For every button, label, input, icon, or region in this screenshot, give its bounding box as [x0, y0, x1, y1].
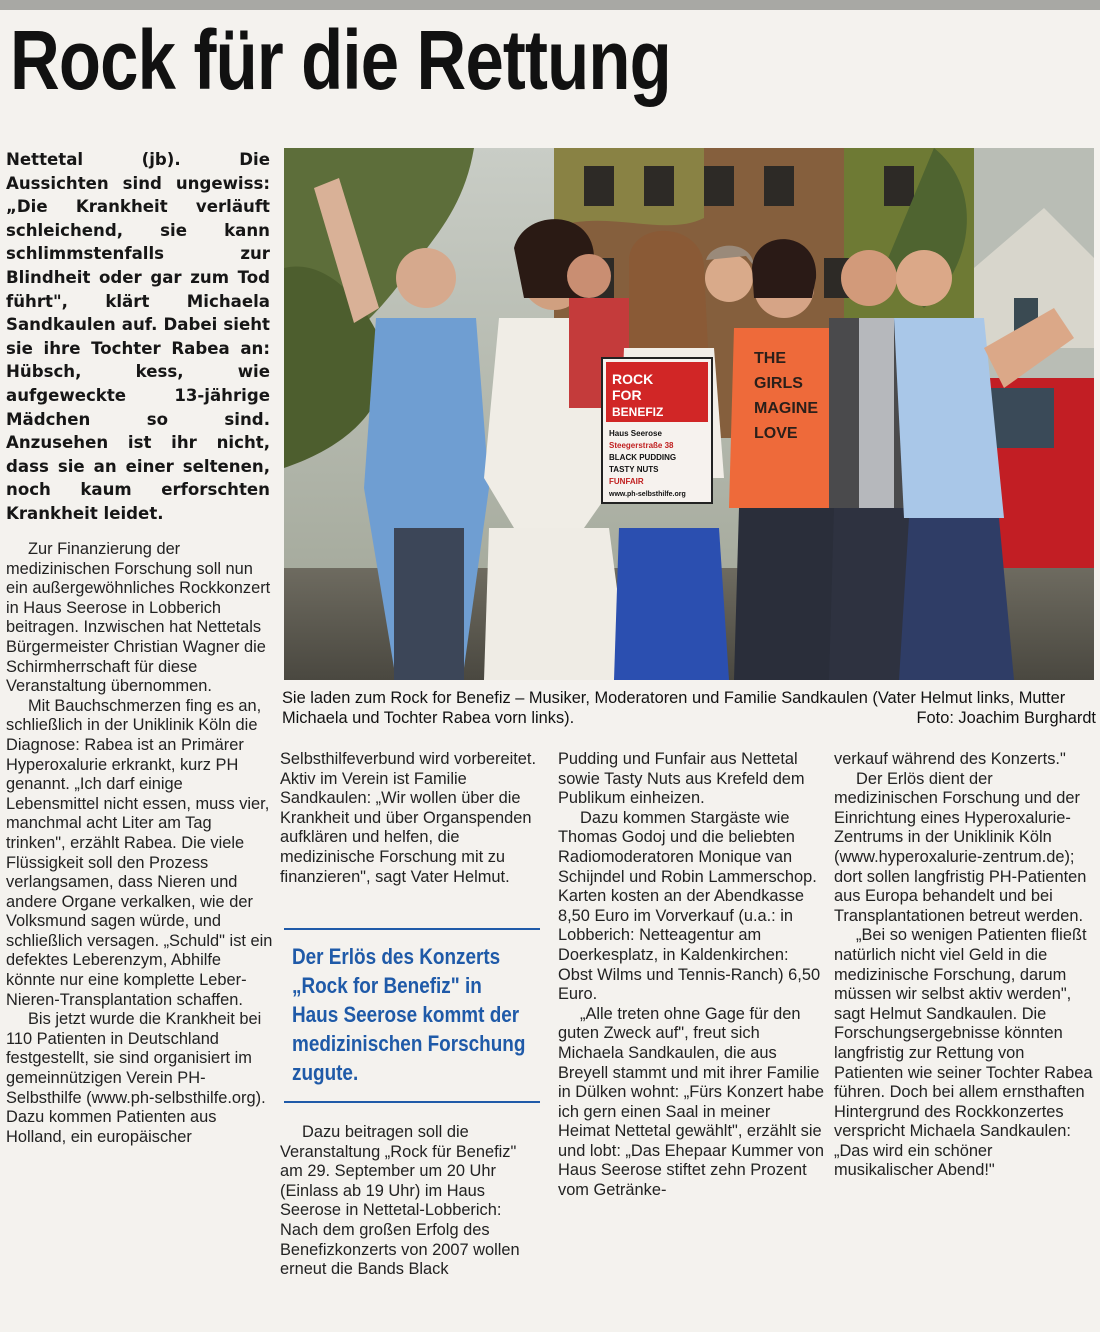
column-3: [558, 750, 826, 1201]
svg-text:LOVE: LOVE: [754, 425, 798, 442]
paragraph: „Bei so wenigen Patienten fließt natürlich nicht viel Geld in die medizinische Forschung, darum müssen wir selbst aktiv werden", sagt Helmut Sandkaulen. Die Forschungsergebnisse könnten langfristig zur Rettung von Patienten wie seiner Tochter Rabea führen. Doch bei allem ernsthaften Hintergrund des Rockkonzertes verspricht Michaela Sandkaulen: „Das wird ein schöner musikalischer Abend!": [834, 926, 1093, 1180]
pull-quote: [284, 928, 540, 1103]
svg-text:GIRLS: GIRLS: [754, 375, 803, 392]
svg-text:ROCK: ROCK: [612, 371, 654, 387]
paragraph: Pudding und Funfair aus Nettetal sowie Tasty Nuts aus Krefeld dem Publikum einheizen.: [558, 750, 805, 808]
svg-text:THE: THE: [754, 350, 786, 367]
paragraph: verkauf während des Konzerts.": [834, 750, 1066, 768]
svg-text:FOR: FOR: [612, 387, 642, 403]
paragraph: Dazu kommen Stargäste wie Thomas Godoj und die beliebten Radiomoderatoren Monique van Schijndel und Robin Lammerschop. Karten kosten an der Abendkasse 8,50 Euro im Vorverkauf (u.a.: in Lobberich: Netteagentur am Doerkesplatz, in Kaldenkirchen: Obst Wilms und Tennis-Ranch) 6,50 Euro.: [558, 808, 821, 1004]
photo-caption: [282, 688, 1096, 728]
paragraph: Selbsthilfeverbund wird vorbereitet. Aktiv im Verein ist Familie Sandkaulen: „Wir wollen über die Krankheit und über Organspenden aufklären und helfen, die medizinische Forschung mit zu finanzieren", sagt Vater Helmut.: [280, 750, 537, 886]
caption-text: Sie laden zum Rock for Benefiz – Musiker, Moderatoren und Familie Sandkaulen (Vater Helmut links, Mutter Michaela und Tochter Rabea vorn links).: [282, 689, 1066, 727]
column-2-lower: [280, 1123, 542, 1280]
svg-text:TASTY NUTS: TASTY NUTS: [609, 465, 659, 474]
headline: Rock für die Rettung: [10, 13, 671, 107]
paragraph: Der Erlös dient der medizinischen Forschung und der Einrichtung eines Hyperoxalurie-Zentrums in der Uniklinik Köln (www.hyperoxalurie-zentrum.de); dort sollen langfristig PH-Patienten aus Europa behandelt und bei Transplantationen betreut werden.: [834, 769, 1087, 925]
svg-text:BLACK PUDDING: BLACK PUDDING: [609, 453, 677, 462]
svg-text:MAGINE: MAGINE: [754, 400, 818, 417]
article-photo: [284, 148, 1094, 680]
paragraph: Dazu beitragen soll die Veranstaltung „Rock für Benefiz" am 29. September um 20 Uhr (Einlass ab 19 Uhr) im Haus Seerose in Nettetal-Lobberich: Nach dem großen Erfolg des Benefizkonzerts von 2007 wollen erneut die Bands Black: [280, 1123, 520, 1279]
pull-quote-text: Der Erlös des Konzerts „Rock for Benefiz" in Haus Seerose kommt der medizinischen Forschung zugute.: [292, 944, 526, 1085]
svg-text:www.ph-selbsthilfe.org: www.ph-selbsthilfe.org: [609, 491, 686, 498]
column-2: [280, 750, 542, 887]
svg-text:Steegerstraße 38: Steegerstraße 38: [609, 441, 674, 450]
paragraph: Mit Bauchschmerzen fing es an, schließlich in der Uniklinik Köln die Diagnose: Rabea ist an Primärer Hyperoxalurie erkrankt, kurz PH genannt. „Ich darf einige Lebensmittel nicht essen, muss vier, manchmal acht Liter am Tag trinken", erzählt Rabea. Die viele Flüssigkeit soll den Prozess verlangsamen, dass Nieren und andere Organe verkalken, wie der Volksmund sagen würde, und schließlich versagen. „Schuld" ist ein defektes Leberenzym, Abhilfe könnte nur eine komplette Leber-Nieren-Transplantation schaffen.: [6, 696, 273, 1009]
lead-paragraph: Nettetal (jb). Die Aussichten sind ungewiss: „Die Krankheit verläuft schleichend, sie kann schlimmstenfalls zur Blindheit oder gar zum Tod führt", klärt Michaela Sandkaulen auf. Dabei sieht sie ihre Tochter Rabea an: Hübsch, kess, wie aufgeweckte 13-jährige Mädchen so sind. Anzusehen ist ihr nicht, dass sie an einer seltenen, noch kaum erforschten Krankheit leidet.: [6, 150, 270, 523]
paragraph: Zur Finanzierung der medizinischen Forschung soll nun ein außergewöhnliches Rockkonzert in Haus Seerose in Lobberich beitragen. Inzwischen hat Nettetals Bürgermeister Christian Wagner die Schirmherrschaft für diese Veranstaltung übernommen.: [6, 540, 271, 696]
paragraph: Bis jetzt wurde die Krankheit bei 110 Patienten in Deutschland festgestellt, sie sind organisiert im gemeinnützigen Verein PH-Selbsthilfe (www.ph-selbsthilfe.org). Dazu kommen Patienten aus Holland, ein europäischer: [6, 1010, 266, 1146]
svg-text:BENEFIZ: BENEFIZ: [612, 405, 664, 419]
paragraph: „Alle treten ohne Gage für den guten Zweck auf", freut sich Michaela Sandkaulen, die aus Breyell stammt und mit ihrer Familie in Dülken wohnt: „Fürs Konzert habe ich gern einen Saal in meiner Heimat Nettetal gewählt", erzählt sie und lobt: „Das Ehepaar Kummer von Haus Seerose stiftet zehn Prozent vom Getränke-: [558, 1004, 825, 1200]
column-4: [834, 750, 1096, 1181]
page-top-bar: [0, 0, 1100, 10]
photo-credit: Foto: Joachim Burghardt: [916, 709, 1096, 727]
svg-text:FUNFAIR: FUNFAIR: [609, 477, 644, 486]
column-1: [6, 540, 274, 1147]
svg-text:Haus Seerose: Haus Seerose: [609, 429, 662, 438]
